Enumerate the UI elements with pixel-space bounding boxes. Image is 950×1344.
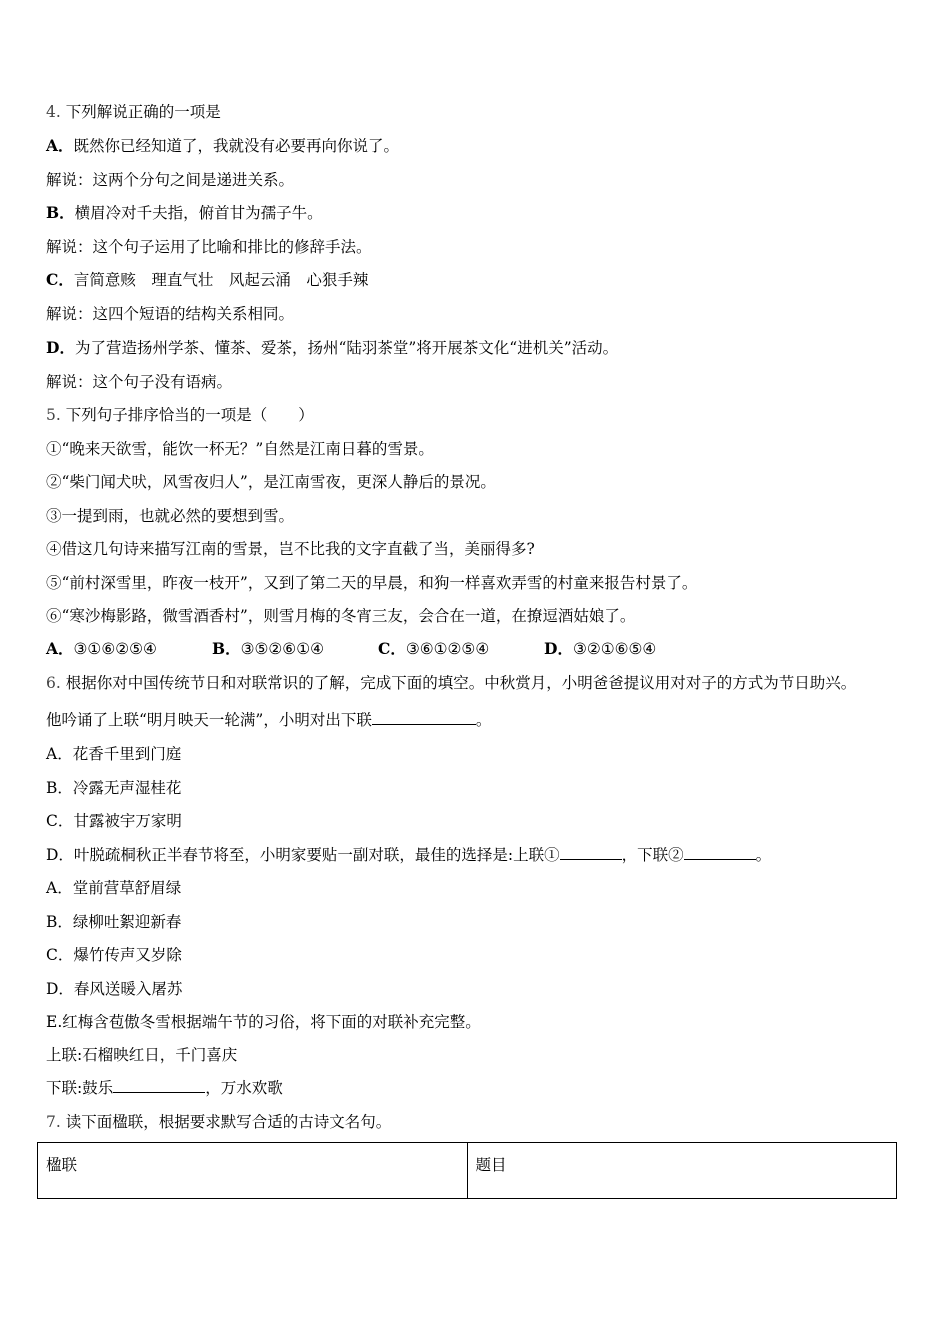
q5-sentence: ⑤“前村深雪里，昨夜一枝开”，又到了第二天的早晨，和狗一样喜欢弄雪的村童来报告村景了。 bbox=[46, 574, 698, 592]
q6-lower-couplet bbox=[46, 1078, 283, 1098]
q4-option-d-label: D． bbox=[46, 338, 75, 357]
q5-options bbox=[46, 639, 656, 659]
q4-option-c-note: 解说：这四个短语的结构关系相同。 bbox=[46, 305, 295, 323]
q4-option-d-note: 解说：这个句子没有语病。 bbox=[46, 373, 233, 391]
q6-stem bbox=[46, 673, 856, 693]
q7-number: 7. bbox=[46, 1113, 61, 1131]
q5-sentence: ②“柴门闻犬吠，风雪夜归人”，是江南雪夜，更深人静后的景况。 bbox=[46, 473, 496, 491]
q5-option-text: ③⑥①②⑤④ bbox=[405, 640, 490, 658]
q6-option: A．堂前营草舒眉绿 bbox=[46, 879, 182, 897]
q4-option-b bbox=[46, 203, 323, 223]
q5-option-d bbox=[544, 639, 656, 659]
q4-option-c-text: 言简意赅 理直气壮 风起云涌 心狠手辣 bbox=[73, 271, 369, 289]
q5-option-a bbox=[46, 639, 212, 659]
q5-sentence: ③一提到雨，也就必然的要想到雪。 bbox=[46, 507, 295, 525]
q6-option: B．冷露无声湿桂花 bbox=[46, 779, 182, 797]
q6-option-d-mid: ，下联② bbox=[621, 846, 684, 864]
q4-option-a bbox=[46, 136, 399, 156]
q6-option: B．绿柳吐絮迎新春 bbox=[46, 913, 182, 931]
q6-blank-2[interactable] bbox=[684, 845, 756, 860]
table-header-cell: 题目 bbox=[467, 1143, 897, 1199]
q5-option-label: A． bbox=[46, 639, 74, 658]
q5-stem bbox=[46, 405, 314, 425]
q5-option-c bbox=[378, 639, 544, 659]
q5-option-text: ③①⑥②⑤④ bbox=[73, 640, 157, 658]
q4-option-d bbox=[46, 338, 618, 358]
q6-option: C．爆竹传声又岁除 bbox=[46, 946, 182, 964]
q6-option-d-end: 。 bbox=[755, 846, 772, 864]
q6-option: C．甘露被宇万家明 bbox=[46, 812, 182, 830]
q5-stem-text: 下列句子排序恰当的一项是（ ） bbox=[65, 406, 314, 424]
q5-option-text: ③⑤②⑥①④ bbox=[240, 640, 324, 658]
q7-stem bbox=[46, 1112, 391, 1132]
q5-sentence: ⑥“寒沙梅影路，微雪酒香村”，则雪月梅的冬宵三友，会合在一道，在撩逗酒姑娘了。 bbox=[46, 607, 636, 625]
q4-option-a-note: 解说：这两个分句之间是递进关系。 bbox=[46, 171, 295, 189]
table-row bbox=[38, 1143, 897, 1199]
q7-table bbox=[37, 1142, 897, 1199]
q6-line2 bbox=[46, 710, 491, 730]
q6-answer-blank[interactable] bbox=[372, 710, 476, 725]
table-header-cell: 楹联 bbox=[38, 1143, 468, 1199]
q4-option-a-text: 既然你已经知道了，我就没有必要再向你说了。 bbox=[73, 137, 400, 155]
q4-option-c bbox=[46, 270, 368, 290]
q4-option-c-label: C． bbox=[46, 270, 74, 289]
q6-lower-couplet-start: 下联:鼓乐 bbox=[46, 1079, 114, 1097]
q6-option: D．春风送暖入屠苏 bbox=[46, 980, 183, 998]
q6-number: 6. bbox=[46, 674, 61, 692]
q4-stem bbox=[46, 102, 221, 122]
q7-stem-text: 读下面楹联，根据要求默写合适的古诗文名句。 bbox=[65, 1113, 392, 1131]
q6-upper-couplet: 上联:石榴映红日，千门喜庆 bbox=[46, 1046, 238, 1064]
q5-sentence: ④借这几句诗来描写江南的雪景，岂不比我的文字直截了当，美丽得多? bbox=[46, 540, 535, 558]
q5-number: 5. bbox=[46, 406, 61, 424]
q6-option-d-line bbox=[46, 845, 771, 865]
q6-line2-text: 他吟诵了上联“明月映天一轮满”，小明对出下联 bbox=[46, 711, 372, 729]
q6-blank-3[interactable] bbox=[113, 1078, 205, 1093]
q5-option-label: D． bbox=[544, 639, 573, 658]
q6-blank-1[interactable] bbox=[560, 845, 622, 860]
q4-stem-text: 下列解说正确的一项是 bbox=[65, 103, 221, 121]
q4-option-b-text: 横眉冷对千夫指，俯首甘为孺子牛。 bbox=[74, 204, 323, 222]
q6-lower-couplet-end: ，万水欢歌 bbox=[205, 1079, 283, 1097]
q4-option-d-text: 为了营造扬州学茶、懂茶、爱茶，扬州“陆羽茶堂”将开展茶文化“进机关”活动。 bbox=[74, 339, 619, 357]
q5-option-label: B． bbox=[212, 639, 241, 658]
q6-stem-text: 根据你对中国传统节日和对联常识的了解，完成下面的填空。中秋赏月，小明爸爸提议用对对子的方式为节日助兴。 bbox=[65, 674, 857, 692]
q6-option-d-text: D．叶脱疏桐秋正半春节将至，小明家要贴一副对联，最佳的选择是:上联① bbox=[46, 846, 560, 864]
q4-option-a-label: A． bbox=[46, 136, 74, 155]
q5-option-b bbox=[212, 639, 378, 659]
q6-option: A．花香千里到门庭 bbox=[46, 745, 182, 763]
q4-option-b-label: B． bbox=[46, 203, 75, 222]
q6-line2-end: 。 bbox=[475, 711, 492, 729]
q5-option-text: ③②①⑥⑤④ bbox=[572, 640, 657, 658]
q4-option-b-note: 解说：这个句子运用了比喻和排比的修辞手法。 bbox=[46, 238, 372, 256]
q5-sentence: ①“晚来天欲雪，能饮一杯无？”自然是江南日暮的雪景。 bbox=[46, 440, 434, 458]
q6-option-e: E.红梅含苞傲冬雪根据端午节的习俗，将下面的对联补充完整。 bbox=[46, 1013, 481, 1031]
q5-option-label: C． bbox=[378, 639, 406, 658]
q4-number: 4. bbox=[46, 103, 61, 121]
